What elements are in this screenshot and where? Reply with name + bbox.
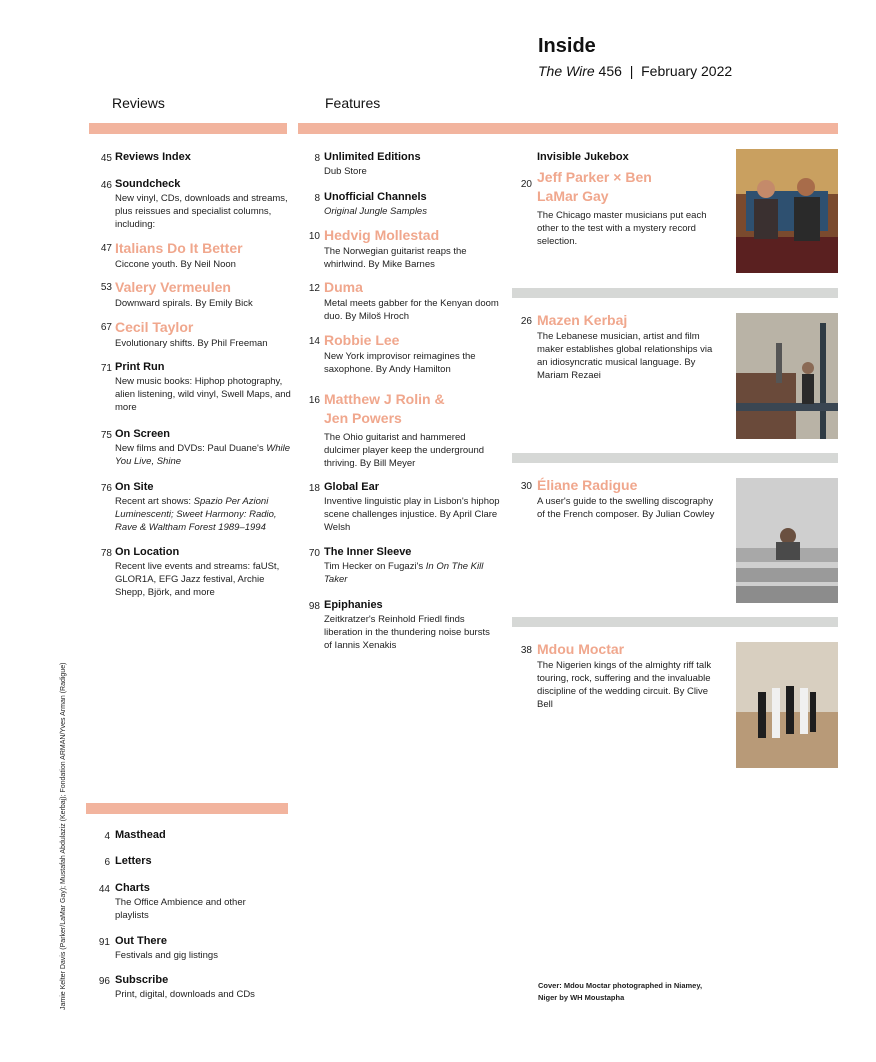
entry-title: Subscribe bbox=[115, 974, 169, 986]
highlight-entry[interactable] bbox=[512, 640, 722, 711]
entry-description: The Lebanese musician, artist and film maker establishes global relationships via an idiosyncratic musical language. By Mariam Rezaei bbox=[537, 331, 713, 381]
entry-kicker: Invisible Jukebox bbox=[537, 151, 629, 163]
review-entry[interactable] bbox=[92, 481, 292, 534]
entry-title: Print Run bbox=[115, 361, 165, 373]
entry-description: The Ohio guitarist and hammered dulcimer player keep the underground thriving. By Bill Meyer bbox=[324, 432, 485, 469]
regular-entry[interactable] bbox=[90, 882, 290, 922]
entry-title: Robbie Lee bbox=[324, 332, 400, 348]
description-italic: In On The Kill Taker bbox=[324, 561, 484, 585]
entry-description bbox=[115, 495, 292, 534]
page-number: 67 bbox=[100, 322, 112, 333]
entry-description: Inventive linguistic play in Lisbon's hiphop scene challenges injustice. By April Clare Welsh bbox=[324, 496, 500, 533]
jukebox-photo bbox=[736, 149, 838, 273]
magazine-name: The Wire bbox=[538, 63, 595, 79]
description-italic: While You Live, Shine bbox=[115, 443, 291, 467]
entry-title: Hedvig Mollestad bbox=[324, 227, 440, 243]
page-number: 78 bbox=[100, 548, 112, 559]
review-entry[interactable] bbox=[92, 151, 292, 163]
page-number: 10 bbox=[308, 231, 320, 242]
feature-entry[interactable] bbox=[300, 331, 500, 376]
review-entry[interactable] bbox=[92, 178, 292, 231]
entry-title: On Screen bbox=[115, 428, 171, 440]
page-number: 70 bbox=[308, 548, 320, 559]
entry-title: Out There bbox=[115, 935, 167, 947]
entry-title: Charts bbox=[115, 882, 150, 894]
features-heading: Features bbox=[325, 95, 381, 111]
highlight-entry[interactable] bbox=[512, 476, 722, 521]
description-text: New films and DVDs: Paul Duane's bbox=[115, 443, 267, 454]
page-number: 46 bbox=[100, 180, 112, 191]
page-number: 12 bbox=[308, 283, 320, 294]
entry-description: The Nigerien kings of the almighty riff talk touring, rock, suffering and the invaluable discipline of the wedding circuit. By Clive Bell bbox=[537, 660, 712, 710]
entry-title: The Inner Sleeve bbox=[324, 546, 412, 558]
review-entry[interactable] bbox=[92, 361, 292, 414]
cover-note-line: Niger by WH Moustapha bbox=[538, 993, 625, 1002]
entry-description: Recent live events and streams: faUSt, GLOR1A, EFG Jazz festival, Archie Shepp, Björk, and more bbox=[115, 561, 280, 598]
entry-title: Soundcheck bbox=[115, 178, 181, 190]
features-bar bbox=[298, 123, 838, 134]
entry-title: Global Ear bbox=[324, 481, 380, 493]
cover-note-line: Cover: Mdou Moctar photographed in Niamey, bbox=[538, 981, 703, 990]
entry-description: Evolutionary shifts. By Phil Freeman bbox=[115, 338, 268, 349]
entry-title: Letters bbox=[115, 855, 152, 867]
entry-title: Matthew J Rolin & Jen Powers bbox=[324, 391, 445, 426]
description-italic: Spazio Per Azioni Luminescenti; Sweet Harmony: Radio, Rave & Waltham Forest 1989–1994 bbox=[115, 496, 277, 533]
photo-band-in-desert bbox=[736, 642, 838, 768]
entry-description bbox=[324, 560, 500, 586]
page-number: 45 bbox=[100, 153, 112, 164]
entry-description: The Office Ambience and other playlists bbox=[115, 897, 246, 921]
issue-line bbox=[538, 63, 732, 79]
entry-description: Original Jungle Samples bbox=[324, 206, 427, 217]
entry-description: Dub Store bbox=[324, 166, 367, 177]
page-number: 91 bbox=[98, 937, 110, 948]
feature-entry[interactable] bbox=[300, 151, 500, 178]
entry-title: Reviews Index bbox=[115, 151, 191, 163]
page-number: 96 bbox=[98, 976, 110, 987]
page-number: 18 bbox=[308, 483, 320, 494]
entry-title: Duma bbox=[324, 279, 363, 295]
entry-title: Jeff Parker × Ben LaMar Gay bbox=[537, 169, 652, 204]
feature-entry[interactable] bbox=[300, 226, 500, 271]
regular-entry[interactable] bbox=[90, 829, 290, 841]
regular-entry[interactable] bbox=[90, 935, 290, 962]
page-number: 47 bbox=[100, 243, 112, 254]
review-entry[interactable] bbox=[92, 318, 292, 350]
entry-title: Éliane Radigue bbox=[537, 477, 638, 493]
entry-description: A user's guide to the swelling discography of the French composer. By Julian Cowley bbox=[537, 496, 715, 520]
divider bbox=[512, 453, 838, 463]
regular-entry[interactable] bbox=[90, 855, 290, 867]
entry-description: New vinyl, CDs, downloads and streams, plus reissues and specialist columns, including: bbox=[115, 193, 288, 230]
entry-title: Mdou Moctar bbox=[537, 641, 625, 657]
entry-description: New music books: Hiphop photography, alien listening, wild vinyl, Swell Maps, and more bbox=[115, 376, 291, 413]
regulars-bar bbox=[86, 803, 288, 814]
page-number: 38 bbox=[520, 645, 532, 656]
entry-title: Italians Do It Better bbox=[115, 240, 243, 256]
feature-entry[interactable] bbox=[300, 278, 500, 323]
description-text: Recent art shows: bbox=[115, 496, 194, 507]
review-entry[interactable] bbox=[92, 546, 292, 599]
photo-man-on-stairs bbox=[736, 313, 838, 439]
entry-title: On Site bbox=[115, 481, 154, 493]
regular-entry[interactable] bbox=[90, 974, 290, 1001]
entry-description: Ciccone youth. By Neil Noon bbox=[115, 259, 236, 270]
entry-description: Downward spirals. By Emily Bick bbox=[115, 298, 253, 309]
page-number: 14 bbox=[308, 336, 320, 347]
entry-description: Zeitkratzer's Reinhold Friedl finds liberation in the thundering noise bursts of Iannis Xenakis bbox=[324, 614, 490, 651]
description-text: Tim Hecker on Fugazi's bbox=[324, 561, 426, 572]
kerbaj-photo bbox=[736, 313, 838, 439]
entry-description: New York improvisor reimagines the saxophone. By Andy Hamilton bbox=[324, 351, 476, 375]
review-entry[interactable] bbox=[92, 239, 292, 271]
page-number: 53 bbox=[100, 282, 112, 293]
entry-title: Masthead bbox=[115, 829, 166, 841]
entry-description: The Chicago master musicians put each other to the test with a mystery record selection. bbox=[537, 210, 707, 247]
feature-entry[interactable] bbox=[300, 390, 500, 470]
page-number: 30 bbox=[520, 481, 532, 492]
page-number: 6 bbox=[104, 857, 110, 868]
cover-note bbox=[538, 980, 702, 1004]
entry-title: Valery Vermeulen bbox=[115, 279, 231, 295]
radigue-photo bbox=[736, 478, 838, 603]
page-number: 71 bbox=[100, 363, 112, 374]
divider bbox=[512, 617, 838, 627]
photo-woman-in-auditorium bbox=[736, 478, 838, 603]
feature-entry[interactable] bbox=[300, 546, 500, 586]
page-number: 76 bbox=[100, 483, 112, 494]
issue-info: 456 | February 2022 bbox=[594, 63, 733, 79]
page-number: 98 bbox=[308, 601, 320, 612]
page-number: 8 bbox=[314, 153, 320, 164]
feature-entry[interactable] bbox=[300, 481, 500, 534]
page-number: 8 bbox=[314, 193, 320, 204]
reviews-bar bbox=[89, 123, 287, 134]
entry-description: The Norwegian guitarist reaps the whirlwind. By Mike Barnes bbox=[324, 246, 467, 270]
divider bbox=[512, 288, 838, 298]
page-number: 26 bbox=[520, 316, 532, 327]
page-number: 20 bbox=[520, 179, 532, 190]
entry-title: Mazen Kerbaj bbox=[537, 312, 628, 328]
entry-title: On Location bbox=[115, 546, 180, 558]
page-title: Inside bbox=[538, 35, 596, 57]
photo-duo-on-couch bbox=[736, 149, 838, 273]
review-entry[interactable] bbox=[92, 278, 292, 310]
entry-description: Festivals and gig listings bbox=[115, 950, 218, 961]
entry-description: Print, digital, downloads and CDs bbox=[115, 989, 255, 1000]
entry-title: Unlimited Editions bbox=[324, 151, 421, 163]
feature-entry[interactable] bbox=[300, 599, 500, 652]
page-number: 75 bbox=[100, 430, 112, 441]
page-number: 44 bbox=[98, 884, 110, 895]
feature-entry[interactable] bbox=[300, 191, 500, 218]
entry-description: Metal meets gabber for the Kenyan doom duo. By Miloš Hroch bbox=[324, 298, 499, 322]
entry-description bbox=[115, 442, 292, 468]
entry-title: Unofficial Channels bbox=[324, 191, 427, 203]
page-number: 4 bbox=[104, 831, 110, 842]
reviews-heading: Reviews bbox=[112, 95, 165, 111]
entry-title: Cecil Taylor bbox=[115, 319, 194, 335]
photo-credit: Jamie Kelter Davis (Parker/LaMar Gay); Mustafah Abdulaziz (Kerbaj); Fondation ARMAN/Yves Arman (Radigue) bbox=[60, 662, 67, 1010]
moctar-photo bbox=[736, 642, 838, 768]
highlight-entry[interactable] bbox=[512, 151, 722, 248]
highlight-entry[interactable] bbox=[512, 311, 722, 382]
review-entry[interactable] bbox=[92, 428, 292, 468]
page-number: 16 bbox=[308, 395, 320, 406]
entry-title: Epiphanies bbox=[324, 599, 383, 611]
